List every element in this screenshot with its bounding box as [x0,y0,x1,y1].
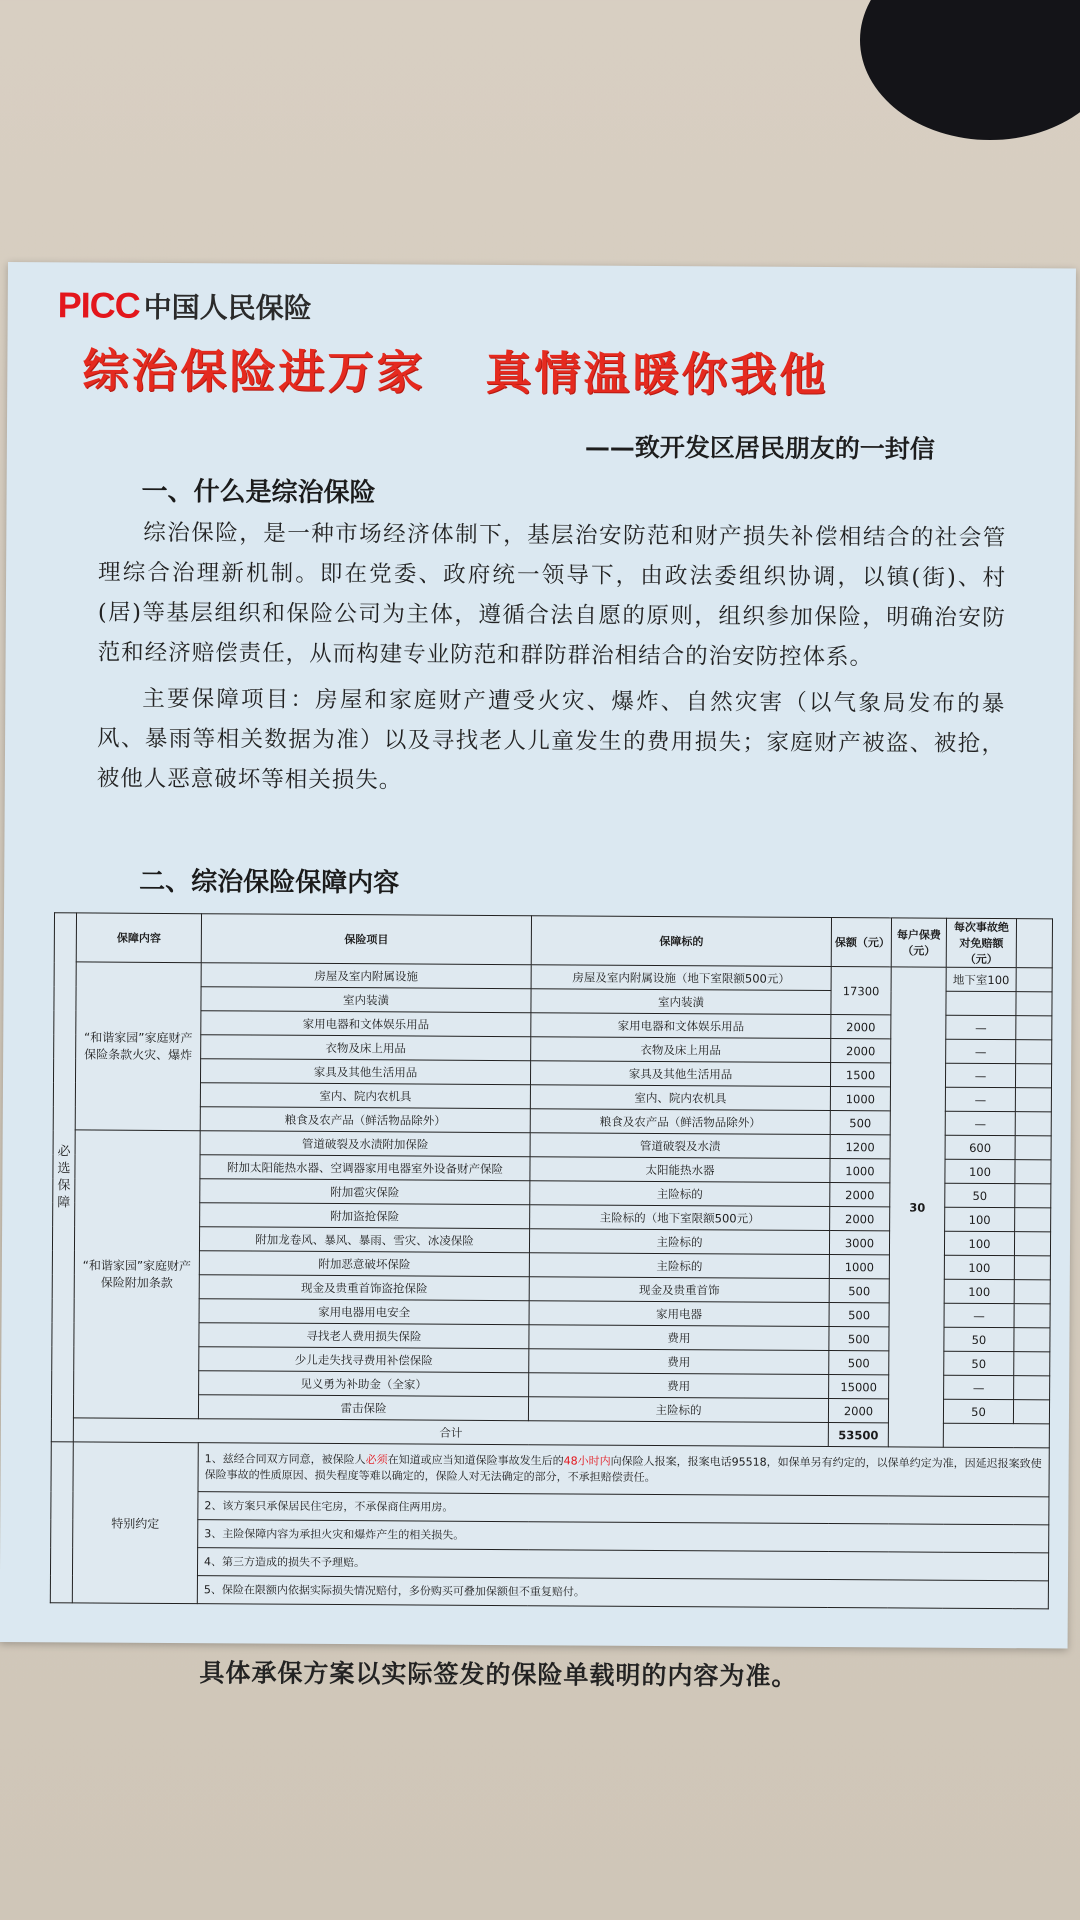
table-row: 附加雹灾保险 主险标的 2000 50 [53,1178,1051,1208]
dark-object-corner [860,0,1080,140]
group1-merged-amount: 17300 [831,967,891,1015]
special-label: 特别约定 [72,1442,198,1604]
paragraph-definition: 综治保险，是一种市场经济体制下，基层治安防范和财产损失补偿相结合的社会管理综合治理新机制。即在党委、政府统一领导下，由政法委组织协调，以镇(街)、村(居)等基层组织和保险公司为主体，遵循合法自愿的原则，组织参加保险，明确治安防范和经济赔偿责任，从而构建专业防范和群防群治相结合的治安防控体系。 [97,519,1007,671]
group2-label: “和谐家园”家庭财产保险附加条款 [73,1130,200,1419]
note-3: 3、主险保障内容为承担火灾和爆炸产生的相关损失。 [198,1520,1049,1553]
logo-name: 中国人民保险 [143,290,312,325]
side-label: 必选保障 [51,913,76,1442]
table-row: 雷击保险 主险标的 2000 50 [51,1394,1049,1424]
logo-mark: PICC [57,284,140,326]
total-amount: 53500 [828,1423,888,1447]
note-row [50,1575,1048,1609]
table-row: “和谐家园”家庭财产保险附加条款 管道破裂及水渍附加保险 管道破裂及水渍 1200 600 [53,1130,1051,1160]
picc-logo [58,284,312,328]
total-label: 合计 [73,1418,828,1447]
subtitle: ——致开发区居民朋友的一封信 [584,432,935,464]
insurance-flyer [0,262,1076,1691]
note-2: 2、该方案只承保居民住宅房，不承保商住两用房。 [198,1492,1049,1525]
table-row: 现金及贵重首饰盗抢保险 现金及贵重首饰 500 100 [52,1274,1050,1304]
table-row: 见义勇为补助金（全家） 费用 15000 — [52,1370,1050,1400]
note-4: 4、第三方造成的损失不予理赔。 [197,1548,1048,1581]
note-row [51,1442,1049,1497]
section2-title: 二、综治保险保障内容 [139,866,400,899]
note-5: 5、保险在限额内依据实际损失情况赔付，多份购买可叠加保额但不重复赔付。 [197,1576,1048,1609]
footer-note: 具体承保方案以实际签发的保险单载明的内容为准。 [199,1658,798,1691]
section1-title: 一、什么是综治保险 [141,476,376,509]
premium-value: 30 [888,967,946,1447]
table-row: 衣物及床上用品 衣物及床上用品 2000 — [54,1034,1052,1064]
paragraph-coverage: 主要保障项目：房屋和家庭财产遭受火灾、爆炸、自然灾害（以气象局发布的暴风、暴雨等相关数据为准）以及寻找老人儿童发生的费用损失；家庭财产被盗、被抢，被他人恶意破坏等相关损失。 [96,685,1006,794]
header-deductible: 每次事故绝对免赔额（元） [946,918,1016,967]
table-row: 少儿走失找寻费用补偿保险 费用 500 50 [52,1346,1050,1376]
table-row: 家用电器用电安全 家用电器 500 — [52,1298,1050,1328]
table-row: “和谐家园”家庭财产保险条款火灾、爆炸 房屋及室内附属设施 房屋及室内附属设施（地下室限额500元） 17300 30 地下室100 [54,962,1052,992]
group1-label: “和谐家园”家庭财产保险条款火灾、爆炸 [75,962,201,1131]
headline [82,334,982,405]
coverage-table [50,912,1053,1609]
table-row: 室内、院内农机具 室内、院内农机具 1000 — [53,1082,1051,1112]
table-row: 家用电器和文体娱乐用品 家用电器和文体娱乐用品 2000 — [54,1010,1052,1040]
headline-right: 真情温暖你我他 [485,345,829,403]
table-row: 家具及其他生活用品 家具及其他生活用品 1500 — [53,1058,1051,1088]
table-row: 室内装潢 室内装潢 [54,986,1052,1016]
note-1: 1、兹经合同双方同意，被保险人必须在知道或应当知道保险事故发生后的48小时内向保险人报案，报案电话95518，如保单另有约定的，以保单约定为准，因延迟报案致使保险事故的性质原因、损失程度等难以确定的，保险人对无法确定的部分，不承担赔偿责任。 [198,1443,1049,1497]
table-row: 附加太阳能热水器、空调器家用电器室外设备财产保险 太阳能热水器 1000 100 [53,1154,1051,1184]
header-content: 保障内容 [76,913,201,963]
table-row: 寻找老人费用损失保险 费用 500 50 [52,1322,1050,1352]
table-row: 粮食及农产品（鲜活物品除外） 粮食及农产品（鲜活物品除外） 500 — [53,1106,1051,1136]
table-header-row [54,913,1052,968]
header-amount: 保额（元） [831,918,891,967]
headline-left: 综治保险进万家 [82,343,426,400]
table-row: 附加恶意破坏保险 主险标的 1000 100 [52,1250,1050,1280]
table-row: 附加盗抢保险 主险标的（地下室限额500元） 2000 100 [53,1202,1051,1232]
table-row: 附加龙卷风、暴风、暴雨、雪灾、冰凌保险 主险标的 3000 100 [52,1226,1050,1256]
header-item: 保险项目 [201,914,531,965]
section1-body [97,513,1007,805]
header-target: 保障标的 [531,916,831,967]
header-premium: 每户保费（元） [891,918,946,967]
